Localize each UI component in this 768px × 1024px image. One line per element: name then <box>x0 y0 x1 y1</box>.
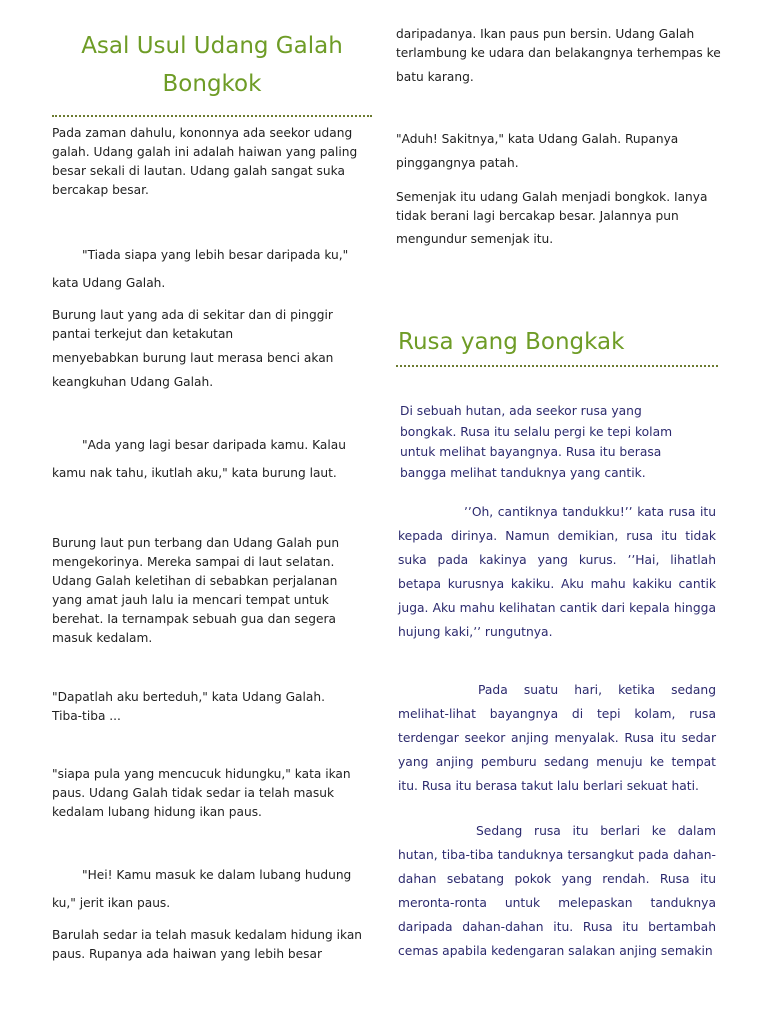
dotted-divider <box>52 115 372 117</box>
paragraph: "Aduh! Sakitnya," kata Udang Galah. Rupanya <box>396 132 679 146</box>
paragraph: kamu nak tahu, ikutlah aku," kata burung laut. <box>52 466 337 480</box>
paragraph: Burung laut pun terbang dan Udang Galah pun mengekorinya. Mereka sampai di laut selatan. Udang Galah keletihan di sebabkan perjalanan yang amat jauh lalu ia mencari tempat untuk berehat. Ia ternampak sebuah gua dan segera masuk kedalam. <box>52 536 340 645</box>
paragraph: kata Udang Galah. <box>52 276 166 290</box>
story-title-udang-galah <box>52 27 372 103</box>
paragraph: Burung laut yang ada di sekitar dan di pinggir pantai terkejut dan ketakutan <box>52 308 333 341</box>
paragraph: "siapa pula yang mencucuk hidungku," kata ikan paus. Udang Galah tidak sedar ia telah masuk kedalam lubang hidung ikan paus. <box>52 767 351 819</box>
paragraph: keangkuhan Udang Galah. <box>52 375 214 389</box>
paragraph: mengundur semenjak itu. <box>396 232 554 246</box>
paragraph: Di sebuah hutan, ada seekor rusa yang bongkak. Rusa itu selalu pergi ke tepi kolam untuk melihat bayangnya. Rusa itu berasa bangga melihat tanduknya yang cantik. <box>400 404 673 480</box>
story-title-rusa: Rusa yang Bongkak <box>398 329 625 355</box>
paragraph: "Ada yang lagi besar daripada kamu. Kalau <box>82 438 346 452</box>
paragraph: Pada zaman dahulu, kononnya ada seekor udang galah. Udang galah ini adalah haiwan yang paling besar sekali di lautan. Udang galah sangat suka bercakap besar. <box>52 126 358 197</box>
paragraph: ku," jerit ikan paus. <box>52 896 171 910</box>
paragraph: pinggangnya patah. <box>396 156 519 170</box>
paragraph: "Tiada siapa yang lebih besar daripada ku," <box>82 248 349 262</box>
paragraph: "Hei! Kamu masuk ke dalam lubang hudung <box>82 868 352 882</box>
paragraph: Pada suatu hari, ketika sedang melihat-lihat bayangnya di tepi kolam, rusa terdengar seekor anjing menyalak. Rusa itu sedar yang anjing pemburu sedang menuju ke tempat itu. Rusa itu berasa takut lalu berlari sekuat hati. <box>398 683 716 793</box>
paragraph: "Dapatlah aku berteduh," kata Udang Galah. Tiba-tiba ... <box>52 690 325 723</box>
paragraph: ʼʼOh, cantiknya tandukku!ʼʼ kata rusa itu kepada dirinya. Namun demikian, rusa itu tidak suka pada kakinya yang kurus. ʼʼHai, lihatlah betapa kurusnya kakiku. Aku mahu kakiku cantik juga. Aku mahu kelihatan cantik dari kepala hingga hujung kaki,ʼʼ rungutnya. <box>398 505 716 639</box>
paragraph: batu karang. <box>396 70 474 84</box>
title-line-2: Bongkok <box>162 71 262 97</box>
paragraph: daripadanya. Ikan paus pun bersin. Udang Galah terlambung ke udara dan belakangnya terhempas ke <box>396 27 721 60</box>
dotted-divider <box>396 365 718 367</box>
paragraph: menyebabkan burung laut merasa benci akan <box>52 351 334 365</box>
paragraph: Barulah sedar ia telah masuk kedalam hidung ikan paus. Rupanya ada haiwan yang lebih besar <box>52 928 363 961</box>
paragraph: Semenjak itu udang Galah menjadi bongkok. Ianya tidak berani lagi bercakap besar. Jalannya pun <box>396 190 708 223</box>
title-line-1: Asal Usul Udang Galah <box>81 33 343 59</box>
paragraph: Sedang rusa itu berlari ke dalam hutan, tiba-tiba tanduknya tersangkut pada dahan-dahan sebatang pokok yang rendah. Rusa itu meronta-ronta untuk melepaskan tanduknya daripada dahan-dahan itu. Rusa itu bertambah cemas apabila kedengaran salakan anjing semakin <box>398 824 716 958</box>
